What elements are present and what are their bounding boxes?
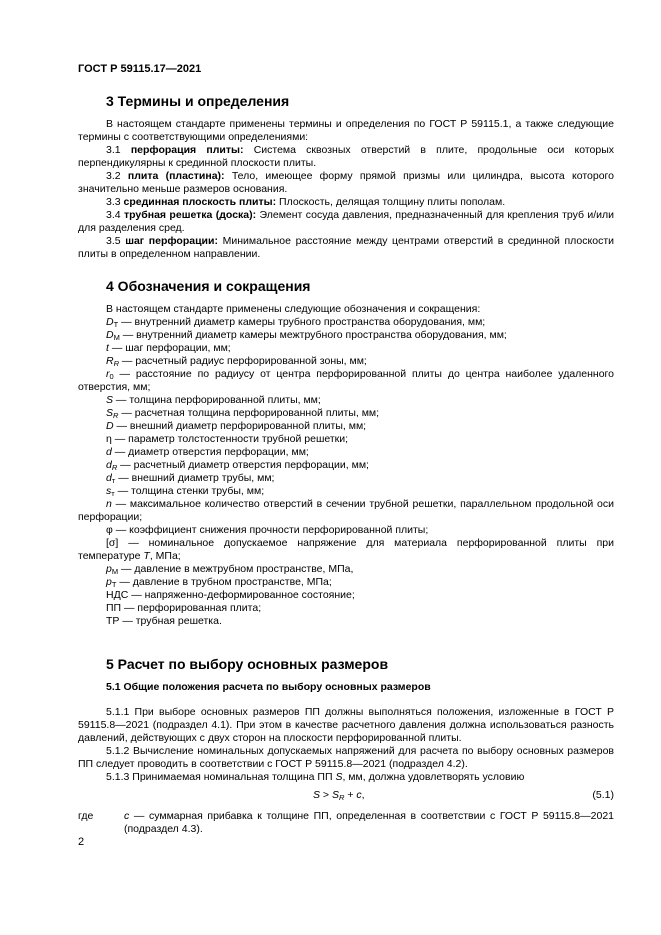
equation-legend — [78, 810, 614, 836]
symbol-t: t — шаг перфорации, мм; — [106, 342, 231, 354]
section-4-title: 4 Обозначения и сокращения — [106, 278, 311, 294]
abbr-tr: ТР — трубная решетка. — [106, 615, 222, 627]
symbol-pM: $p_М$ — давление в межтрубном пространстве, МПа, — [106, 563, 354, 576]
where-text: c — суммарная прибавка к толщине ПП, определенная в соответствии с ГОСТ Р 59115.8—2021 (подраздел 4.3). — [124, 810, 614, 835]
section-3-intro: В настоящем стандарте применены термины и определения по ГОСТ Р 59115.1, а также следующие термины с соответствующими определениями: — [78, 118, 614, 143]
where-label: где — [78, 810, 94, 822]
symbol-n: n — максимальное количество отверстий в сечении трубной решетки, параллельном продольной оси перфорации; — [78, 498, 614, 523]
abbr-pp: ПП — перфорированная плита; — [106, 602, 262, 614]
symbol-eta: η — параметр толстостенности трубной решетки; — [106, 433, 349, 445]
symbol-DM: $D_М$ — внутренний диаметр камеры межтрубного пространства оборудования, мм; — [106, 329, 507, 342]
symbol-r0: $r_0$ — расстояние по радиусу от центра перфорированной плиты до центра наиболее удаленного отверстия, мм; — [78, 368, 614, 393]
para-5-1-3: 5.1.3 Принимаемая номинальная толщина ПП S, мм, должна удовлетворять условию — [106, 771, 525, 783]
term-3-5: 3.5 шаг перфорации: Минимальное расстояние между центрами отверстий в срединной плоскости плиты в определенном направлении. — [78, 235, 614, 260]
section-3-title: 3 Термины и определения — [106, 93, 290, 109]
symbol-SR: $S_R$ — расчетная толщина перфорированной плиты, мм; — [106, 407, 380, 420]
symbol-pT: $p_Т$ — давление в трубном пространстве, МПа; — [106, 576, 332, 589]
symbol-st: $s_т$ — толщина стенки трубы, мм; — [106, 485, 265, 498]
section-5-title: 5 Расчет по выбору основных размеров — [106, 656, 389, 672]
symbol-D: D — внешний диаметр перфорированной плиты, мм; — [106, 420, 367, 432]
term-3-2: 3.2 плита (пластина): Тело, имеющее форму прямой призмы или цилиндра, высота которого значительно меньше размеров основания. — [78, 170, 614, 195]
symbol-RR: $R_R$ — расчетный радиус перфорированной зоны, мм; — [106, 355, 367, 368]
para-5-1-1: 5.1.1 При выборе основных размеров ПП должны выполняться положения, изложенные в ГОСТ Р 59115.8—2021 (подраздел 4.1). При этом в качестве расчетного давления должна использоваться разность давлений, действующих с двух сторон на плоскости перфорированной плиты. — [78, 706, 614, 744]
equation-number: (5.1) — [592, 789, 614, 801]
symbol-dt: $d_т$ — внешний диаметр трубы, мм; — [106, 472, 275, 485]
document-header: ГОСТ Р 59115.17—2021 — [78, 63, 202, 75]
term-3-4: 3.4 трубная решетка (доска): Элемент сосуда давления, предназначенный для крепления труб и/или для разделения сред. — [78, 209, 615, 234]
symbol-S: S — толщина перфорированной плиты, мм; — [106, 394, 321, 406]
equation-5-1: $S > S_R + c$, — [313, 789, 365, 802]
symbol-DT: $D_Т$ — внутренний диаметр камеры трубного пространства оборудования, мм; — [106, 316, 486, 329]
symbol-dR: $d_R$ — расчетный диаметр отверстия перфорации, мм; — [106, 459, 369, 472]
symbol-d: d — диаметр отверстия перфорации, мм; — [106, 446, 309, 458]
term-3-3: 3.3 срединная плоскость плиты: Плоскость, делящая толщину плиты пополам. — [106, 196, 506, 208]
section-4-intro: В настоящем стандарте применены следующие обозначения и сокращения: — [106, 303, 481, 315]
term-3-1: 3.1 перфорация плиты: Система сквозных отверстий в плите, продольные оси которых перпендикулярны к срединной плоскости плиты. — [78, 144, 615, 169]
para-5-1-2: 5.1.2 Вычисление номинальных допускаемых напряжений для расчета по выбору основных размеров ПП следует проводить в соответствии с ГОСТ Р 59115.8—2021 (подраздел 4.2). — [78, 745, 614, 770]
abbr-ndc: НДС — напряженно-деформированное состояние; — [106, 589, 355, 601]
subsection-5-1-title: 5.1 Общие положения расчета по выбору основных размеров — [106, 681, 431, 693]
symbol-sigma: [σ] — номинальное допускаемое напряжение для материала перфорированной плиты при температуре T, МПа; — [78, 537, 614, 562]
symbol-phi: φ — коэффициент снижения прочности перфорированной плиты; — [106, 524, 429, 536]
page-number: 2 — [78, 836, 85, 848]
